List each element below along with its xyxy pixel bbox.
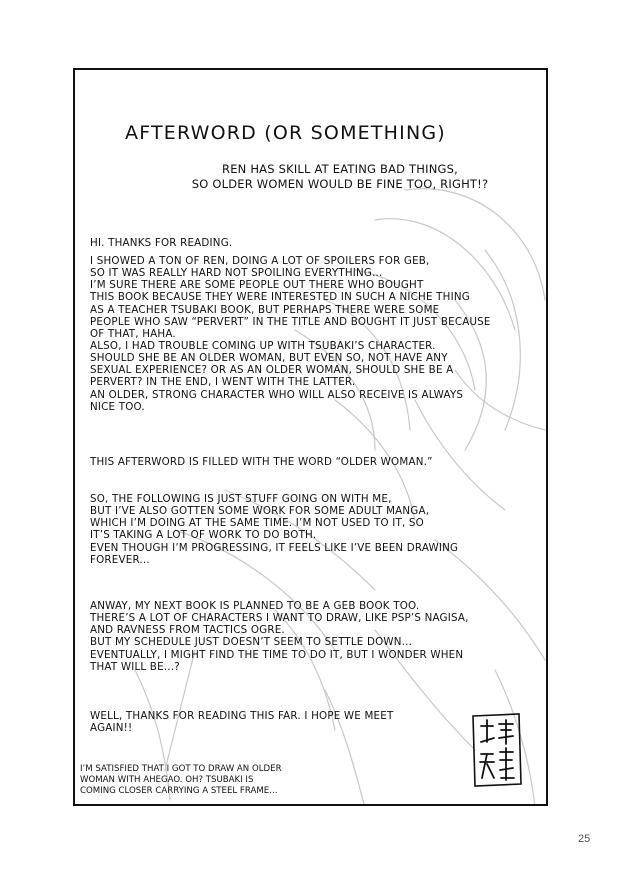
paragraph-work	[90, 493, 535, 566]
text-line: ALSO, I HAD TROUBLE COMING UP WITH TSUBAKI’S CHARACTER.	[90, 339, 436, 352]
text-line: WELL, THANKS FOR READING THIS FAR. I HOPE WE MEET	[90, 710, 394, 722]
subtitle	[160, 162, 520, 192]
text-line: SO IT WAS REALLY HARD NOT SPOILING EVERYTHING...	[90, 267, 383, 280]
note-line: COMING CLOSER CARRYING A STEEL FRAME...	[80, 786, 278, 797]
note-line: WOMAN WITH AHEGAO. OH? TSUBAKI IS	[80, 775, 254, 786]
text-line: SHOULD SHE BE AN OLDER WOMAN, BUT EVEN SO, NOT HAVE ANY	[90, 352, 448, 365]
text-line: THERE’S A LOT OF CHARACTERS I WANT TO DRAW, LIKE PSP’S NAGISA,	[90, 612, 469, 625]
text-line: WHICH I’M DOING AT THE SAME TIME. I’M NOT USED TO IT, SO	[90, 517, 424, 530]
text-line: AS A TEACHER TSUBAKI BOOK, BUT PERHAPS THERE WERE SOME	[90, 303, 440, 316]
afterword-panel	[73, 68, 548, 806]
text-line: NICE TOO.	[90, 400, 145, 413]
note-line: I’M SATISFIED THAT I GOT TO DRAW AN OLDER	[80, 764, 282, 774]
text-line: BUT I’VE ALSO GOTTEN SOME WORK FOR SOME ADULT MANGA,	[90, 505, 430, 518]
text-line: OF THAT, HAHA.	[90, 327, 176, 340]
paragraph-older-woman	[90, 456, 535, 468]
text-line: THAT WILL BE...?	[90, 660, 180, 673]
text-line: THIS BOOK BECAUSE THEY WERE INTERESTED IN SUCH A NICHE THING	[90, 291, 470, 304]
text-line: HI. THANKS FOR READING.	[90, 237, 233, 249]
text-line: THIS AFTERWORD IS FILLED WITH THE WORD “OLDER WOMAN.”	[90, 456, 433, 468]
text-line: PERVERT? IN THE END, I WENT WITH THE LATTER.	[90, 376, 356, 389]
text-line: SEXUAL EXPERIENCE? OR AS AN OLDER WOMAN, SHOULD SHE BE A	[90, 364, 454, 377]
text-line: FOREVER...	[90, 553, 150, 566]
text-line: ANWAY, MY NEXT BOOK IS PLANNED TO BE A GEB BOOK TOO.	[90, 600, 420, 612]
artist-signature-seal	[467, 708, 525, 790]
text-line: SO, THE FOLLOWING IS JUST STUFF GOING ON WITH ME,	[90, 493, 392, 505]
page-number: 25	[578, 833, 591, 845]
page-title: AFTERWORD (OR SOMETHING)	[125, 122, 446, 144]
text-line: AN OLDER, STRONG CHARACTER WHO WILL ALSO RECEIVE IS ALWAYS	[90, 388, 464, 401]
side-note	[80, 764, 282, 798]
text-line: EVENTUALLY, I MIGHT FIND THE TIME TO DO IT, BUT I WONDER WHEN	[90, 648, 464, 661]
paragraph-story	[90, 255, 535, 413]
text-line: PEOPLE WHO SAW “PERVERT” IN THE TITLE AND BOUGHT IT JUST BECAUSE	[90, 315, 491, 328]
paragraph-greeting	[90, 237, 535, 249]
text-line: I SHOWED A TON OF REN, DOING A LOT OF SPOILERS FOR GEB,	[90, 255, 430, 267]
subtitle-line: REN HAS SKILL AT EATING BAD THINGS,	[222, 162, 458, 176]
text-line: AND RAVNESS FROM TACTICS OGRE.	[90, 624, 285, 637]
paragraph-next-book	[90, 600, 535, 673]
text-line: EVEN THOUGH I’M PROGRESSING, IT FEELS LIKE I’VE BEEN DRAWING	[90, 541, 459, 554]
text-line: BUT MY SCHEDULE JUST DOESN’T SEEM TO SETTLE DOWN...	[90, 636, 413, 649]
text-line: IT’S TAKING A LOT OF WORK TO DO BOTH.	[90, 529, 317, 542]
subtitle-line: SO OLDER WOMEN WOULD BE FINE TOO, RIGHT!?	[191, 176, 489, 191]
text-line: I’M SURE THERE ARE SOME PEOPLE OUT THERE WHO BOUGHT	[90, 279, 424, 292]
text-line: AGAIN!!	[90, 722, 133, 735]
